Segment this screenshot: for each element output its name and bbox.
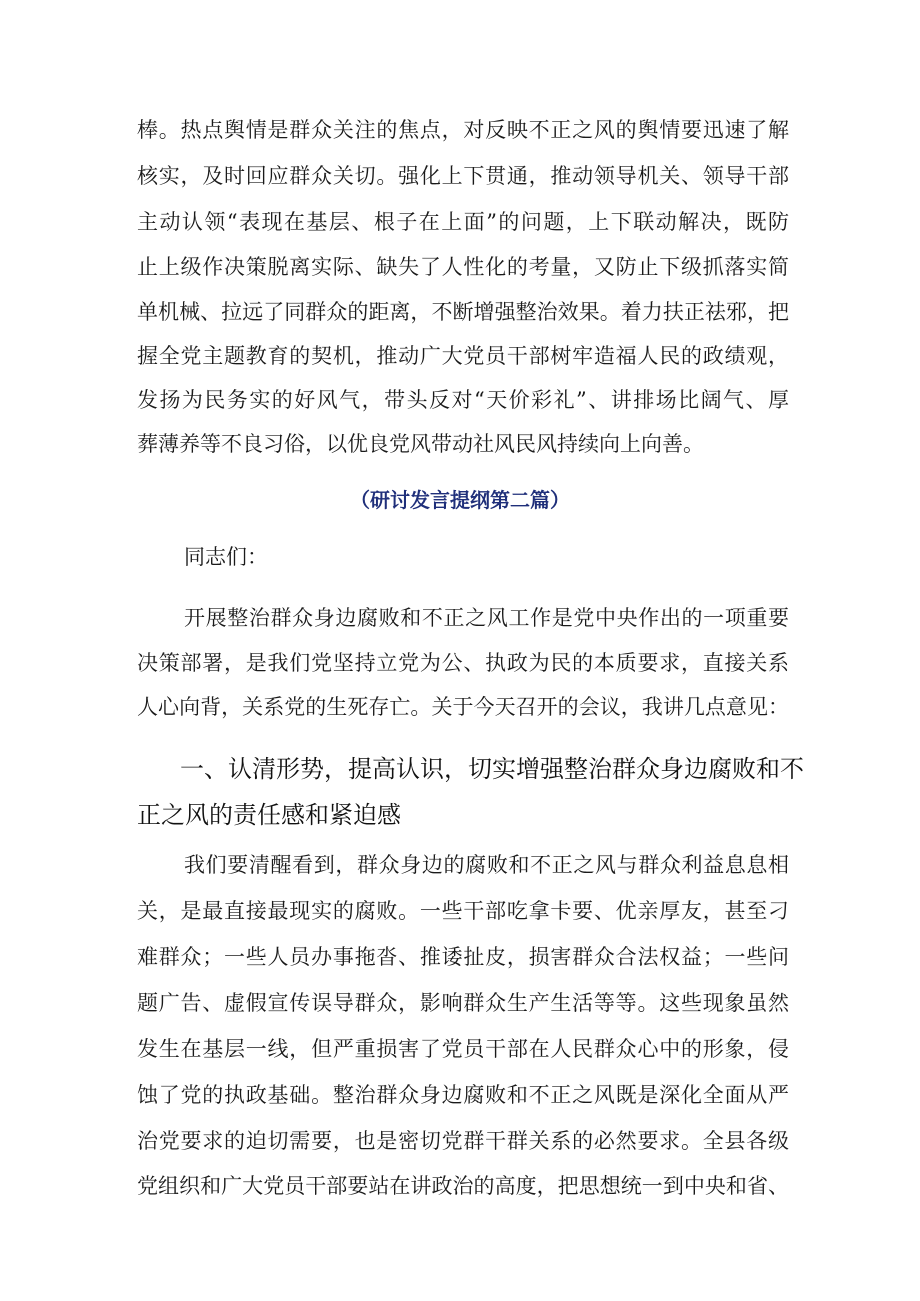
paragraph-2-line-1: 开展整治群众身边腐败和不正之风工作是党中央作出的一项重要 [184, 606, 789, 630]
paragraph-2-line-3: 人心向背，关系党的生死存亡。关于今天召开的会议，我讲几点意见： [137, 695, 789, 719]
paragraph-3-line-8: 党组织和广大党员干部要站在讲政治的高度，把思想统一到中央和省、 [137, 1174, 789, 1198]
salutation: 同志们： [184, 545, 268, 569]
section-title: （研讨发言提纲第二篇） [350, 488, 570, 512]
paragraph-3-line-1: 我们要清醒看到，群众身边的腐败和不正之风与群众利益息息相 [184, 853, 789, 877]
paragraph-1-line-8: 葬薄养等不良习俗，以优良党风带动社风民风持续向上向善。 [137, 432, 704, 456]
paragraph-1-line-2: 核实，及时回应群众关切。强化上下贯通，推动领导机关、领导干部 [137, 164, 789, 188]
paragraph-3-line-2: 关，是最直接最现实的腐败。一些干部吃拿卡要、优亲厚友，甚至刁 [137, 899, 789, 923]
paragraph-3-line-7: 治党要求的迫切需要，也是密切党群干群关系的必然要求。全县各级 [137, 1129, 789, 1153]
paragraph-2-line-2: 决策部署，是我们党坚持立党为公、执政为民的本质要求，直接关系 [137, 651, 789, 675]
paragraph-1-line-5: 单机械、拉远了同群众的距离，不断增强整治效果。着力扶正祛邪，把 [137, 300, 789, 324]
heading-1-line-2: 正之风的责任感和紧迫感 [137, 801, 401, 829]
paragraph-3-line-5: 发生在基层一线，但严重损害了党员干部在人民群众心中的形象，侵 [137, 1037, 789, 1061]
paragraph-1-line-1: 棒。热点舆情是群众关注的焦点，对反映不正之风的舆情要迅速了解 [137, 118, 789, 142]
paragraph-1-line-6: 握全党主题教育的契机，推动广大党员干部树牢造福人民的政绩观， [137, 344, 789, 368]
paragraph-3-line-6: 蚀了党的执政基础。整治群众身边腐败和不正之风既是深化全面从严 [137, 1083, 789, 1107]
heading-1-line-1: 一、认清形势，提高认识，切实增强整治群众身边腐败和不 [180, 755, 804, 783]
paragraph-1-line-4: 止上级作决策脱离实际、缺失了人性化的考量，又防止下级抓落实简 [137, 255, 789, 279]
paragraph-1-line-3: 主动认领“表现在基层、根子在上面”的问题，上下联动解决，既防 [137, 210, 789, 234]
paragraph-3-line-4: 题广告、虚假宣传误导群众，影响群众生产生活等等。这些现象虽然 [137, 991, 789, 1015]
paragraph-3-line-3: 难群众；一些人员办事拖沓、推诿扯皮，损害群众合法权益；一些问 [137, 945, 789, 969]
paragraph-1-line-7: 发扬为民务实的好风气，带头反对“天价彩礼”、讲排场比阔气、厚 [137, 388, 789, 412]
